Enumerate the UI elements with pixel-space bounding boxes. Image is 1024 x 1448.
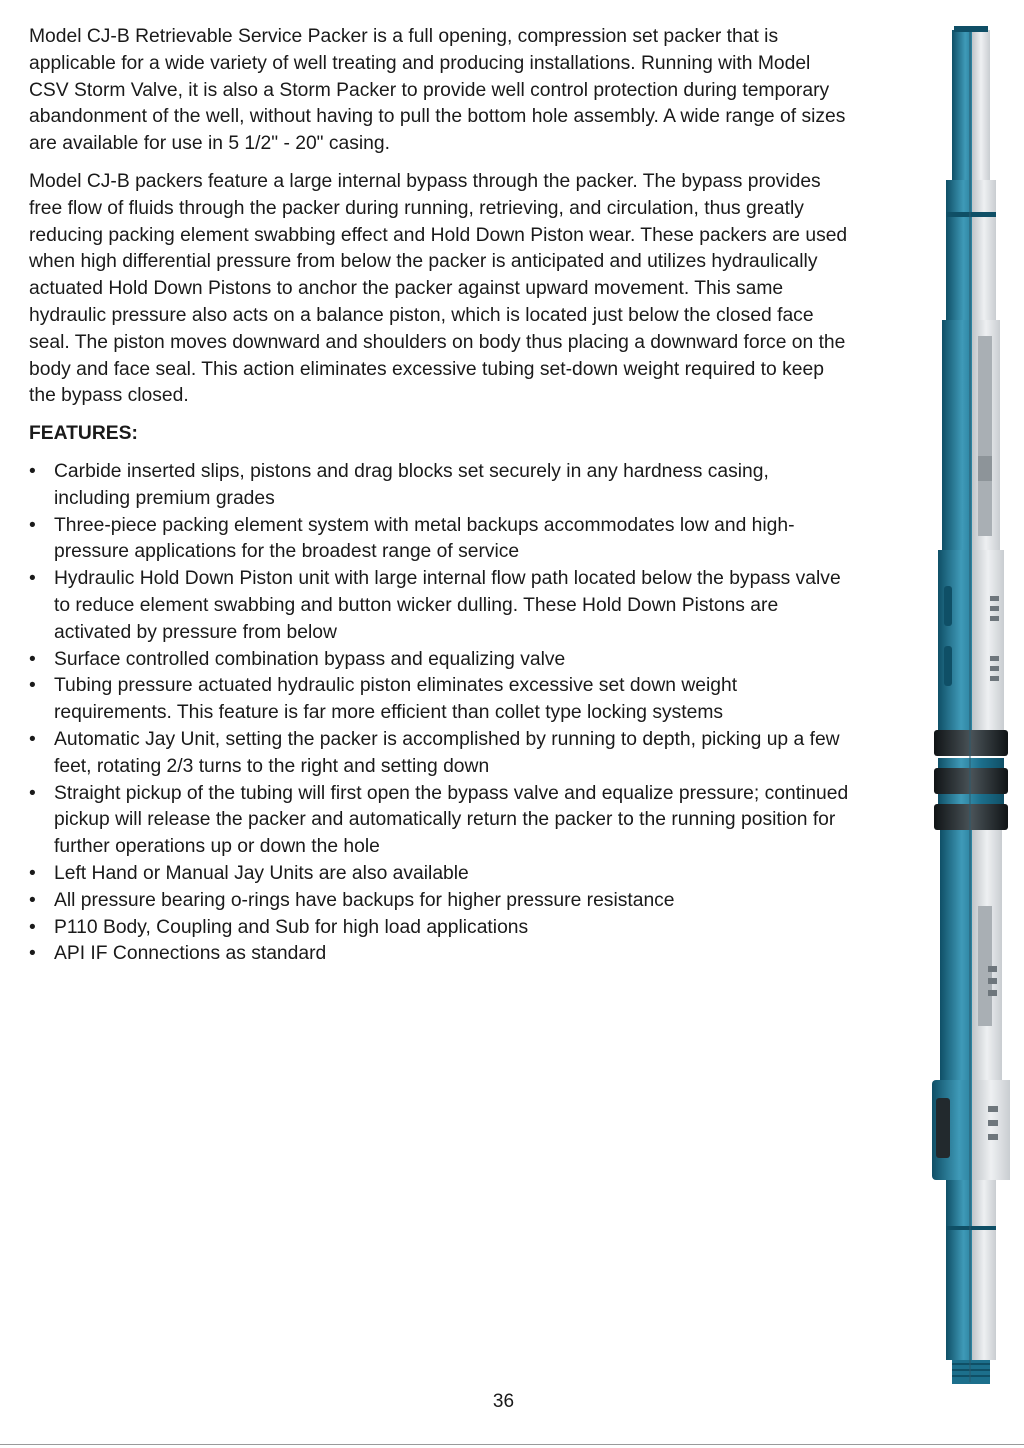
features-list [29, 459, 849, 968]
list-item: • Left Hand or Manual Jay Units are also available [29, 861, 849, 888]
footer-divider [0, 1444, 1024, 1445]
list-item: • Surface controlled combination bypass and equalizing valve [29, 647, 849, 674]
packer-tool-cutaway-icon [918, 26, 1018, 1388]
list-item: • Three-piece packing element system with metal backups accommodates low and high-pressure applications for the broadest range of service [29, 513, 849, 567]
list-item: • P110 Body, Coupling and Sub for high load applications [29, 915, 849, 942]
list-item: • Hydraulic Hold Down Piston unit with large internal flow path located below the bypass valve to reduce element swabbing and button wicker dulling. These Hold Down Pistons are activated by pressure from below [29, 566, 849, 646]
list-item: • All pressure bearing o-rings have backups for higher pressure resistance [29, 888, 849, 915]
list-item: • Tubing pressure actuated hydraulic piston eliminates excessive set down weight requirements. This feature is far more efficient than collet type locking systems [29, 673, 849, 727]
document-body [29, 24, 849, 968]
features-heading: FEATURES: [29, 423, 138, 445]
list-item: • Automatic Jay Unit, setting the packer is accomplished by running to depth, picking up a few feet, rotating 2/3 turns to the right and setting down [29, 727, 849, 781]
intro-paragraph: Model CJ-B Retrievable Service Packer is a full opening, compression set packer that is applicable for a wide variety of well treating and producing installations. Running with Model CSV Storm Valve, it is also a Storm Packer to provide well control protection during temporary abandonment of the well, without having to pull the bottom hole assembly. A wide range of sizes are available for use in 5 1/2" - 20" casing. [29, 26, 846, 155]
bypass-paragraph: Model CJ-B packers feature a large internal bypass through the packer. The bypass provides free flow of fluids through the packer during running, retrieving, and circulation, thus greatly reducing packing element swabbing effect and Hold Down Piston wear. These packers are used when high differential pressure from below the packer is anticipated and utilizes hydraulically actuated Hold Down Pistons to anchor the packer against upward movement. This same hydraulic pressure also acts on a balance piston, which is located just below the closed face seal. The piston moves downward and shoulders on body thus placing a downward force on the body and face seal. This action eliminates excessive tubing set-down weight required to keep the bypass closed. [29, 170, 848, 407]
list-item: • Carbide inserted slips, pistons and drag blocks set securely in any hardness casing, including premium grades [29, 459, 849, 513]
list-item: • API IF Connections as standard [29, 941, 849, 968]
list-item: • Straight pickup of the tubing will first open the bypass valve and equalize pressure; continued pickup will release the packer and automatically return the packer to the running position for further operations up or down the hole [29, 781, 849, 861]
page-number: 36 [492, 1391, 515, 1412]
